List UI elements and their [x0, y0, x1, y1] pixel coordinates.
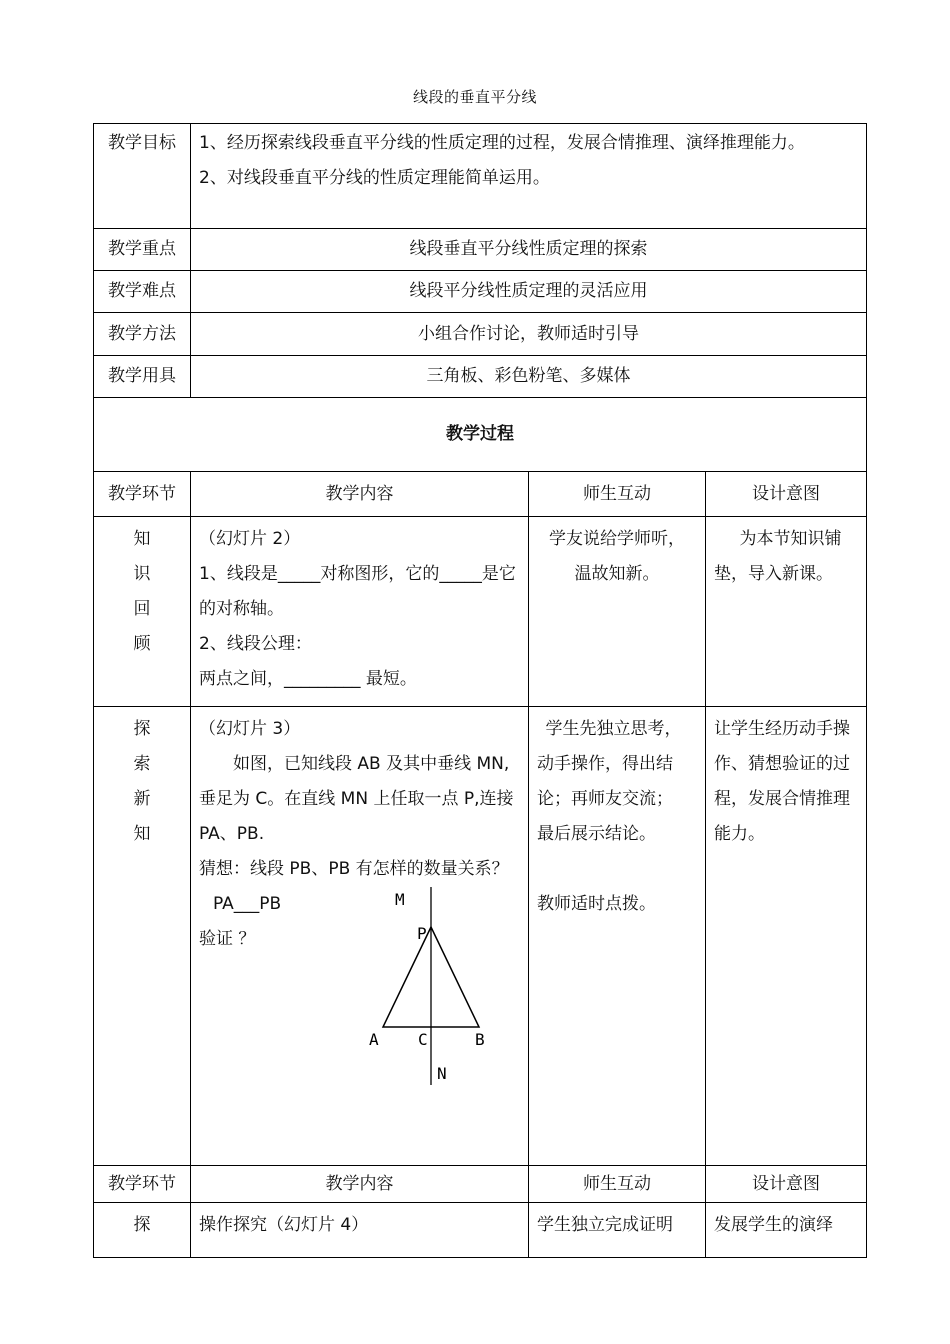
row-objectives [94, 124, 867, 229]
explore-interaction [529, 707, 706, 1166]
review-q2-blank: 两点之间，_________ 最短。 [199, 669, 417, 689]
label-p: P [417, 924, 427, 943]
explore-content [191, 707, 529, 1166]
objective-2: 2、对线段垂直平分线的性质定理能简单运用。 [199, 168, 550, 188]
interaction-text: 最后展示结论。 [537, 824, 656, 844]
stage-char: 索 [133, 754, 151, 774]
review-interaction [529, 517, 706, 707]
interaction-text: 学生先独立思考，动手操作，得出结论；再师友交流； [537, 719, 682, 809]
verify-prompt: 验证 ？ [199, 929, 256, 949]
stage-char: 新 [133, 789, 151, 809]
spacer [537, 852, 697, 887]
col-header-interaction: 师生互动 [529, 472, 706, 517]
column-header-row [94, 472, 867, 517]
slide-ref: （幻灯片 3） [199, 719, 301, 739]
interaction-text: 教师适时点拨。 [537, 894, 656, 914]
operate-content: 操作探究（幻灯片 4） [191, 1203, 529, 1258]
operate-intent: 发展学生的演绎 [706, 1203, 867, 1258]
pa-pb-blank: PA___PB [213, 894, 282, 914]
row-key-point [94, 229, 867, 271]
method-value: 小组合作讨论，教师适时引导 [191, 313, 867, 356]
lesson-plan-table [93, 123, 867, 1258]
col-header-intent: 设计意图 [706, 1166, 867, 1203]
section-operate [94, 1203, 867, 1258]
column-header-row-2 [94, 1166, 867, 1203]
review-content [191, 517, 529, 707]
document-title: 线段的垂直平分线 [412, 88, 537, 106]
col-header-intent: 设计意图 [706, 472, 867, 517]
stage-char: 知 [133, 824, 151, 844]
label-b: B [475, 1030, 485, 1049]
col-header-stage: 教学环节 [94, 1166, 191, 1203]
col-header-content: 教学内容 [191, 1166, 529, 1203]
explore-problem: 如图，已知线段 AB 及其中垂线 MN,垂足为 C。在直线 MN 上任取一点 P,连接 PA、PB. [199, 754, 514, 844]
label-tools: 教学用具 [94, 356, 191, 398]
key-point-value: 线段垂直平分线性质定理的探索 [191, 229, 867, 271]
explore-intent [706, 707, 867, 1166]
geometry-figure [199, 887, 520, 1102]
stage-char: 顾 [133, 634, 151, 654]
triangle-diagram [199, 887, 519, 1102]
stage-operate: 探 [94, 1203, 191, 1258]
section-review [94, 517, 867, 707]
tools-value: 三角板、彩色粉笔、多媒体 [191, 356, 867, 398]
stage-explore [94, 707, 191, 1166]
col-header-interaction: 师生互动 [529, 1166, 706, 1203]
col-header-stage: 教学环节 [94, 472, 191, 517]
review-intent [706, 517, 867, 707]
review-q1: 1、线段是_____对称图形，它的_____是它的对称轴。 [199, 564, 516, 619]
label-a: A [369, 1030, 379, 1049]
explore-conjecture: 猜想：线段 PB、PB 有怎样的数量关系？ [199, 859, 509, 879]
difficulty-value: 线段平分线性质定理的灵活应用 [191, 271, 867, 313]
label-c: C [418, 1030, 428, 1049]
slide-ref: （幻灯片 2） [199, 529, 301, 549]
row-process-title [94, 398, 867, 472]
intent-text: 让学生经历动手操作、猜想验证的过程，发展合情推理能力。 [714, 719, 850, 844]
interaction-line: 温故知新。 [574, 564, 660, 584]
stage-char: 探 [133, 719, 151, 739]
label-m: M [395, 890, 405, 909]
label-difficulty: 教学难点 [94, 271, 191, 313]
label-key-point: 教学重点 [94, 229, 191, 271]
col-header-content: 教学内容 [191, 472, 529, 517]
row-difficulty [94, 271, 867, 313]
stage-char: 知 [133, 529, 151, 549]
row-tools [94, 356, 867, 398]
label-n: N [437, 1064, 447, 1083]
stage-char: 识 [133, 564, 151, 584]
row-method [94, 313, 867, 356]
stage-char: 回 [133, 599, 151, 619]
interaction-line: 学友说给学师听， [549, 529, 685, 549]
label-method: 教学方法 [94, 313, 191, 356]
review-q2: 2、线段公理： [199, 634, 312, 654]
intent-text: 为本节知识铺垫，导入新课。 [714, 529, 842, 584]
section-explore [94, 707, 867, 1166]
objectives-content [191, 124, 867, 229]
process-title: 教学过程 [94, 398, 867, 472]
stage-review [94, 517, 191, 707]
label-objectives: 教学目标 [94, 124, 191, 229]
objective-1: 1、经历探索线段垂直平分线的性质定理的过程，发展合情推理、演绎推理能力。 [199, 133, 805, 153]
operate-interaction: 学生独立完成证明 [529, 1203, 706, 1258]
